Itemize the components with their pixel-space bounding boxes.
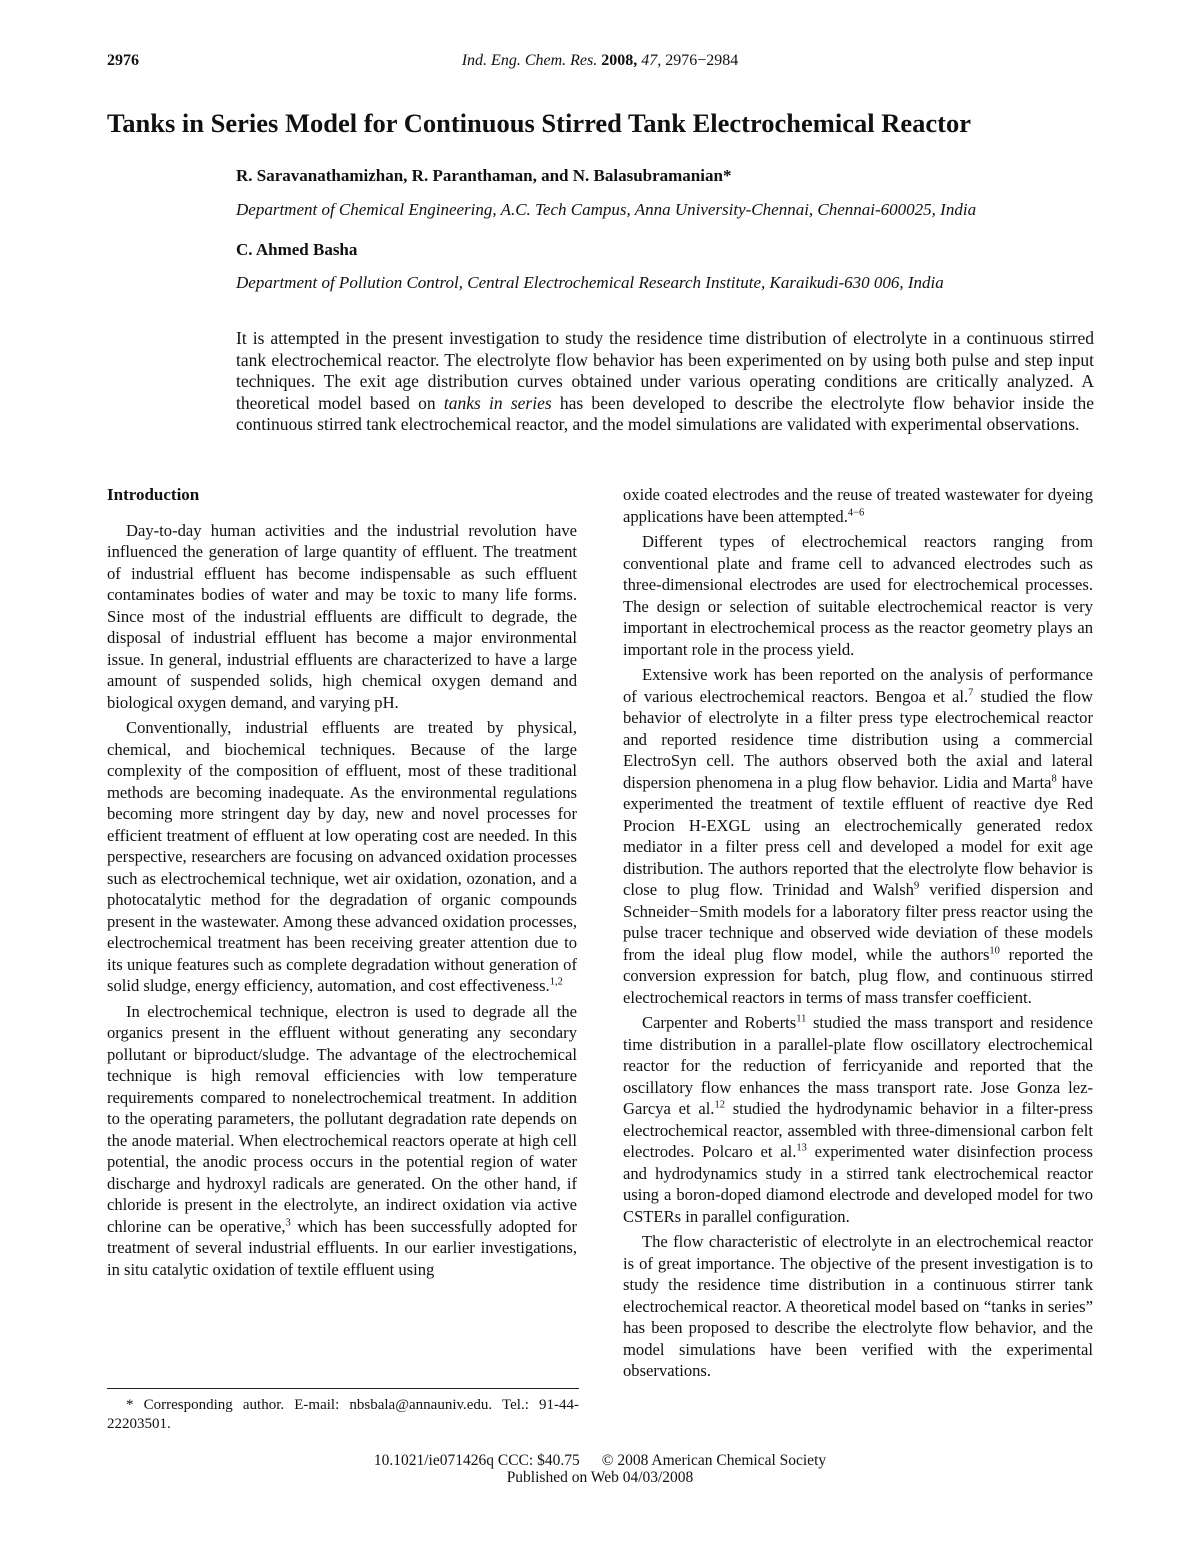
paragraph-text: verified dispersion and Schneider−Smith models for a laboratory filter press reactor using the pulse tracer technique and observed wide deviation of these models from the ideal plug flow model, while the authors <box>623 880 1094 964</box>
abstract-text-a: It is attempted in the present investigation to study the residence time distribution of electrolyte in a continuous stirred tank electrochemical reactor. The electrolyte flow behavior has been experimented on by using both pulse and step input techniques. The exit age distribution curves obtained under various operating conditions are critically analyzed. A theoretical model based on <box>236 328 1094 413</box>
footnote-divider <box>107 1388 579 1389</box>
paragraph-objective: The flow characteristic of electrolyte in an electrochemical reactor is of great importance. The objective of the present investigation is to study the residence time distribution in a continuous stirrer tank electrochemical reactor. A theoretical model based on “tanks in series” has been proposed to describe the electrolyte flow behavior, and the model simulations have been verified with the experimental observations. <box>623 1232 1093 1380</box>
paragraph-continued <box>623 484 1093 527</box>
paragraph-text: studied the flow behavior of electrolyte in a filter press type electrochemical reactor and reported residence time distribution using a commercial ElectroSyn cell. The authors observed both the axial and lateral dispersion phenomena in a plug flow behavior. Lidia and Marta <box>623 686 1093 792</box>
abstract <box>236 328 1094 436</box>
journal-year: 2008, <box>601 52 638 69</box>
paragraph-text: studied the mass transport and residence time distribution in a parallel-plate flow oscillatory electrochemical reactor for the reduction of ferricyanide and reported that the oscillatory flow enhances the mass transport rate. Jose Gonza lez-Garcya et al. <box>623 1013 1093 1118</box>
paragraph-text: reported the conversion expression for batch, plug flow, and continuous stirred electrochemical reactors in terms of mass transfer coefficient. <box>623 944 1093 1007</box>
citation-ref: 12 <box>714 1099 725 1111</box>
citation-ref: 7 <box>968 686 974 698</box>
right-column <box>623 484 1093 1382</box>
paragraph-literature-review <box>623 664 1093 1008</box>
left-column <box>107 484 577 1280</box>
paragraph-intro-3 <box>107 1001 577 1281</box>
paragraph-text: In electrochemical technique, electron is used to degrade all the organics present in the effluent without generating any secondary pollutant or biproduct/sludge. The advantage of the electrochemical technique is high removal efficiencies with low temperature requirements compared to nonelectrochemical treatment. In addition to the operating parameters, the pollutant degradation rate depends on the anode material. When electrochemical reactors operate at high cell potential, the anodic process occurs in the potential region of water discharge and hydroxyl radicals are generated. On the other hand, if chloride is present in the electrolyte, an indirect oxidation via active chlorine can be operative, <box>107 1001 577 1236</box>
journal-pages: 2976−2984 <box>665 52 739 69</box>
abstract-text-b: has been developed to describe the electrolyte flow behavior inside the continuous stirred tank electrochemical reactor, and the model simulations are validated with experimental observations. <box>236 392 1094 435</box>
citation-ref: 1,2 <box>549 976 563 988</box>
doi-text: 10.1021/ie071426q CCC: $40.75 <box>373 1452 580 1469</box>
paragraph-text: have experimented the treatment of textile effluent of reactive dye Red Procion H-EXGL using an electrochemically generated redox mediator in a filter press cell and developed a model for exit age distribution. The authors reported that the electrolyte flow behavior is close to plug flow. Trinidad and Walsh <box>623 772 1093 899</box>
section-heading-introduction: Introduction <box>107 485 200 504</box>
paragraph-text: Extensive work has been reported on the analysis of performance of various electrochemical reactors. Bengoa et al. <box>623 665 1093 706</box>
citation-ref: 13 <box>796 1142 807 1154</box>
journal-name: Ind. Eng. Chem. Res. <box>461 52 598 69</box>
paragraph-text: Conventionally, industrial effluents are treated by physical, chemical, and biochemical techniques. Because of the large complexity of the composition of effluent, most of these traditional methods are becoming inadequate. As the environmental regulations becoming more stringent day by day, new and novel processes for efficient treatment of effluent at low operating cost are needed. In this perspective, researchers are focusing on advanced oxidation processes such as electrochemical technique, wet air oxidation, ozonation, and a photocatalytic method for the degradation of organic compounds present in the wastewater. Among these advanced oxidation processes, electrochemical treatment has been receiving greater attention due to its unique features such as complete degradation without generation of solid sludge, energy efficiency, automation, and cost effectiveness. <box>107 718 577 995</box>
paragraph-text: studied the hydrodynamic behavior in a filter-press electrochemical reactor, assembled with three-dimensional carbon felt electrodes. Polcaro et al. <box>623 1099 1093 1161</box>
abstract-italic-term: tanks in series <box>443 392 552 413</box>
citation-ref: 9 <box>913 880 920 892</box>
author-list-primary: R. Saravanathamizhan, R. Paranthaman, and N. Balasubramanian* <box>236 166 732 185</box>
paragraph-text: Carpenter and Roberts <box>642 1013 797 1032</box>
paragraph-text: oxide coated electrodes and the reuse of treated wastewater for dyeing applications have been attempted. <box>623 485 1093 526</box>
affiliation-secondary: Department of Pollution Control, Central Electrochemical Research Institute, Karaikudi-630 006, India <box>236 273 944 292</box>
article-title: Tanks in Series Model for Continuous Stirred Tank Electrochemical Reactor <box>107 108 971 138</box>
footer-line-1 <box>0 1452 1200 1469</box>
corresponding-author-footnote: * Corresponding author. E-mail: nbsbala@annauniv.edu. Tel.: 91-44-22203501. <box>107 1397 579 1432</box>
journal-volume: 47, <box>641 52 662 69</box>
footer-published-date: Published on Web 04/03/2008 <box>506 1469 694 1486</box>
page-number: 2976 <box>107 52 139 69</box>
citation-ref: 3 <box>285 1216 291 1228</box>
citation-ref: 8 <box>1051 772 1057 784</box>
citation-ref: 11 <box>796 1013 807 1025</box>
affiliation-primary: Department of Chemical Engineering, A.C. Tech Campus, Anna University-Chennai, Chennai-600025, India <box>236 200 977 219</box>
paragraph-text: experimented water disinfection process and hydrodynamics study in a stirred tank electrochemical reactor using a boron-doped diamond electrode and developed model for two CSTERs in parallel configuration. <box>623 1142 1093 1226</box>
paragraph-intro-1: Day-to-day human activities and the industrial revolution have influenced the generation of large quantity of effluent. The treatment of industrial effluent has become indispensable as such effluent contaminates bodies of water and may be toxic to many life forms. Since most of the industrial effluents are difficult to degrade, the disposal of industrial effluent has become a major environmental issue. In general, industrial effluents are characterized to have a large amount of suspended solids, high chemical oxygen demand and biological oxygen demand, and varying pH. <box>107 520 577 712</box>
copyright-text: © 2008 American Chemical Society <box>601 1452 827 1469</box>
author-list-secondary: C. Ahmed Basha <box>236 240 358 259</box>
journal-citation <box>107 52 1093 70</box>
citation-ref: 4−6 <box>847 506 865 518</box>
running-header <box>107 52 1093 74</box>
citation-ref: 10 <box>989 944 1000 956</box>
paragraph-reactor-types: Different types of electrochemical reactors ranging from conventional plate and frame cell to advanced electrodes such as three-dimensional electrodes are used for electrochemical processes. The design or selection of suitable electrochemical reactor is very important in electrochemical process as the reactor geometry plays an important role in the process yield. <box>623 532 1093 659</box>
paragraph-intro-2 <box>107 717 577 997</box>
paragraph-prior-studies <box>623 1012 1093 1227</box>
paragraph-text: which has been successfully adopted for treatment of several industrial effluents. In our earlier investigations, in situ catalytic oxidation of textile effluent using <box>107 1216 577 1279</box>
